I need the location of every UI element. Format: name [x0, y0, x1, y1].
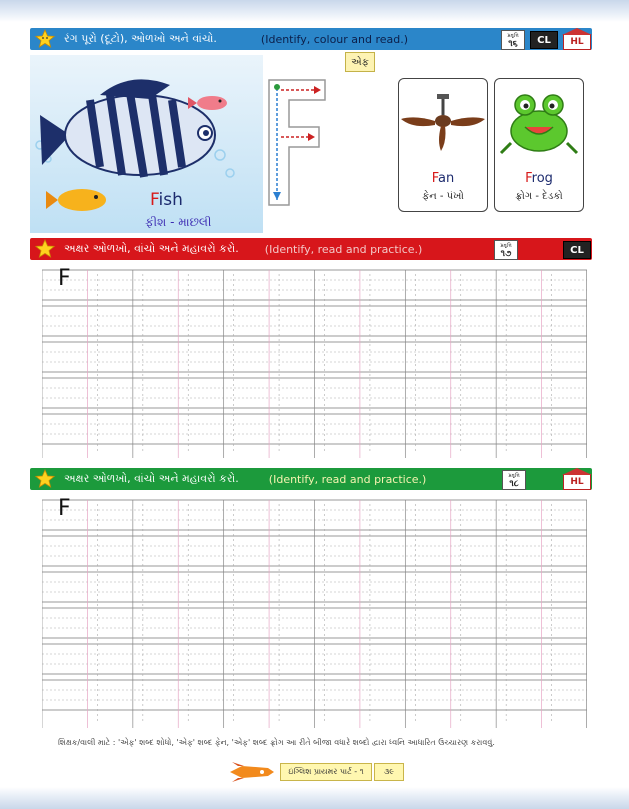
- writing-lines-grid: [42, 266, 587, 462]
- instruction-english: (Identify, colour and read.): [260, 32, 409, 46]
- fish-gujarati: ફીશ - માછલી: [145, 215, 212, 229]
- letter-f-tracing-panel: [263, 55, 335, 233]
- section2-tags: [494, 240, 591, 260]
- section3-tags: [502, 470, 591, 490]
- star-icon: [34, 28, 56, 50]
- frog-gujarati: ફ્રોગ - દેડકો: [515, 191, 563, 202]
- fan-word: Fan: [431, 171, 455, 186]
- teacher-note: શિક્ષક/વાલી માટે : 'એફ' શબ્દ શોધો, 'એફ' શબ્દ ફેન, 'એફ' શબ્દ ફ્રોગ આ રીતે બીજા વધારે શબ્દો દ્વારા ધ્વનિ આધારિત ઉચ્ચારણ કરાવવું.: [58, 738, 495, 747]
- fan-illustration: [399, 79, 487, 169]
- fish-word: Fish: [150, 190, 183, 210]
- cl-badge: CL: [563, 241, 591, 259]
- frog-illustration: [495, 79, 583, 169]
- practice-grid-1: [42, 266, 587, 462]
- rocket-icon: [228, 762, 276, 782]
- instruction-gujarati: અક્ષર ઓળખો, વાંચો અને મહાવરો કરો.: [64, 472, 239, 485]
- section1-tags: [501, 30, 591, 50]
- instruction-english: (Identify, read and practice.): [264, 242, 423, 256]
- activity-tag: પ્રવૃત્તિ ૧૬: [501, 30, 525, 50]
- trace-letter-model: F: [58, 266, 71, 291]
- trace-letter-model: F: [58, 496, 71, 521]
- fish-picture-panel: [30, 55, 263, 233]
- writing-lines-grid: [42, 496, 587, 732]
- instruction-gujarati: અક્ષર ઓળખો, વાંચો અને મહાવરો કરો.: [64, 242, 239, 255]
- hl-badge: HL: [563, 474, 591, 490]
- fan-card: [398, 78, 488, 212]
- book-title: ઇંગ્લિશ પ્રાયમર પાર્ટ - ૧: [280, 763, 372, 781]
- frog-card: [494, 78, 584, 212]
- hl-badge: HL: [563, 34, 591, 50]
- instruction-gujarati: રંગ પૂરો (દૂટો), ઓળખો અને વાંચો.: [64, 32, 217, 45]
- star-icon: [34, 468, 56, 490]
- activity-tag: પ્રવૃત્તિ ૧૮: [502, 470, 526, 490]
- fish-illustration: [30, 55, 263, 233]
- letter-label: એફ: [345, 52, 375, 72]
- activity-tag: પ્રવૃત્તિ ૧૭: [494, 240, 518, 260]
- fan-gujarati: ફેન - પંખો: [422, 191, 464, 202]
- instruction-english: (Identify, read and practice.): [268, 472, 427, 486]
- cl-badge: CL: [530, 31, 558, 49]
- big-letter-f: [263, 55, 335, 233]
- page-number: ૩૯: [374, 763, 404, 781]
- frog-word: Frog: [525, 171, 553, 186]
- practice-grid-2: [42, 496, 587, 732]
- star-icon: [34, 238, 56, 260]
